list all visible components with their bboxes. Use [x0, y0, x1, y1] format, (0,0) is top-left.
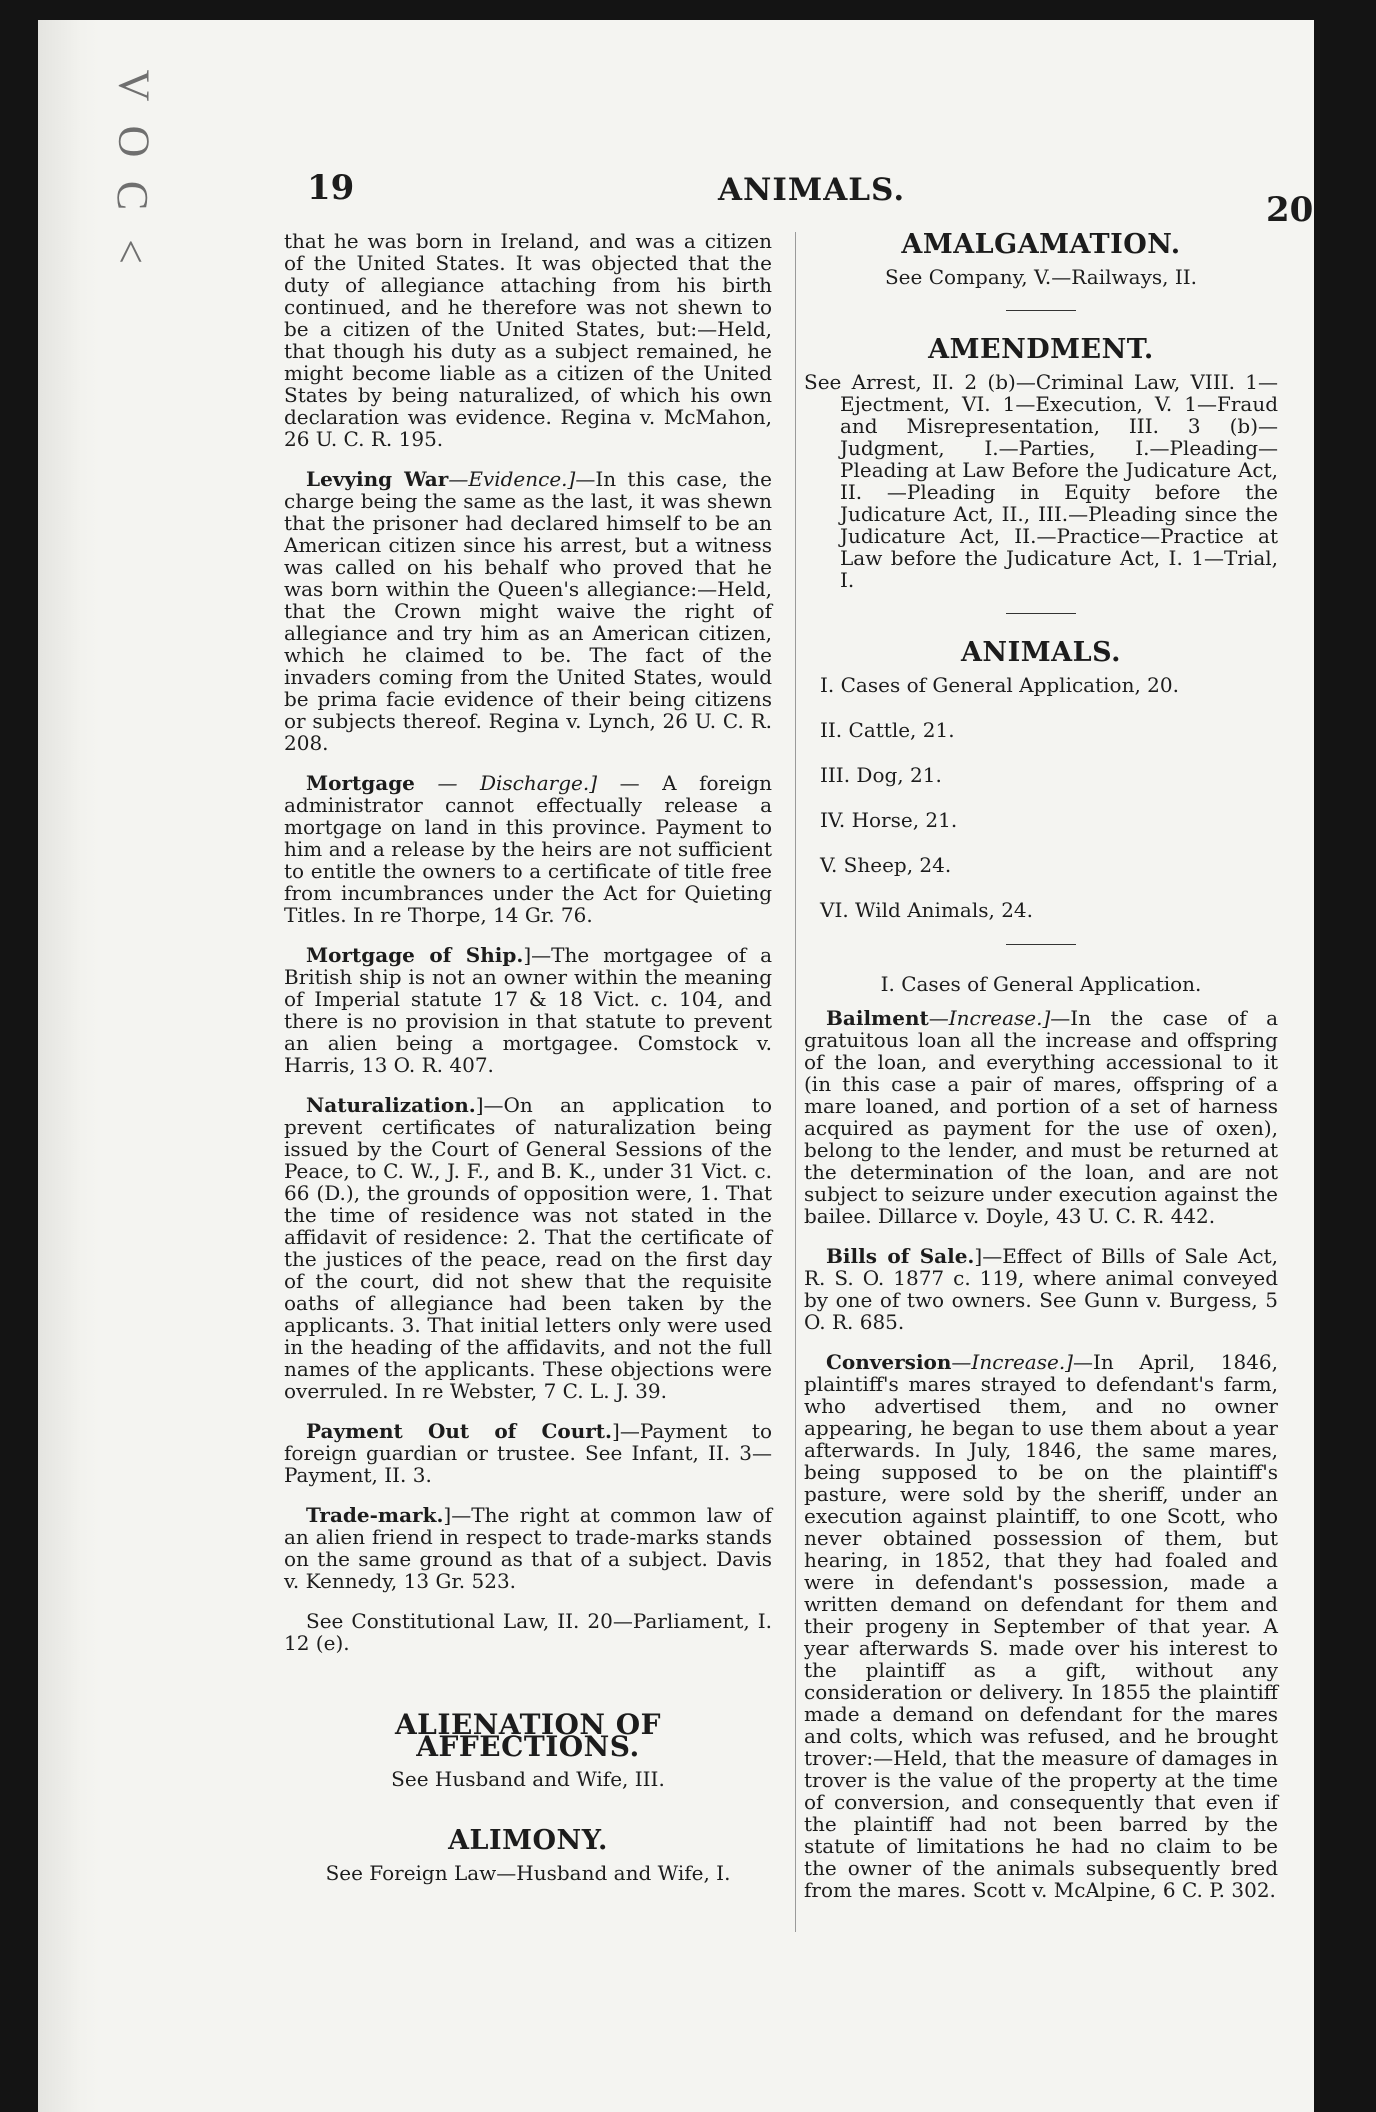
column-divider: [795, 232, 796, 1932]
amalgamation-see: See Company, V.—Railways, II.: [884, 265, 1198, 289]
entry-text: —Effect of Bills of Sale Act, R. S. O. 1877 c. 119, where animal conveyed by one of two owners. See Gunn v. Burgess, 5 O. R. 685.: [804, 1244, 1278, 1334]
entry-title: Conversion: [826, 1350, 952, 1374]
left-column: [284, 230, 772, 1894]
toc-item: VI. Wild Animals, 24.: [820, 898, 1034, 922]
animals-contents: [804, 674, 1278, 921]
continued-paragraph: that he was born in Ireland, and was a citizen of the United States. It was objected that the duty of allegiance attaching from his birth continued, and he therefore was not shewn to be a citizen of the United States, but:—Held, that though his duty as a subject remained, he might become liable as a citizen of the United States by being naturalized, of which his own declaration was evidence. Regina v. McMahon, 26 U. C. R. 195.: [284, 229, 772, 451]
entry-text: — A foreign administrator cannot effectually release a mortgage on land in this province. Payment to him and a release by the heirs are not sufficient to entitle the owners to a certificate of title free from incumbrances under the Act for Quieting Titles. In re Thorpe, 14 Gr. 76.: [284, 771, 773, 927]
toc-item: III. Dog, 21.: [820, 763, 942, 787]
entry-mortgage-of-ship: [284, 944, 772, 1076]
entry-text: —In April, 1846, plaintiff's mares strayed to defendant's farm, who advertised them, and no owner appearing, he began to use them about a year afterwards. In July, 1846, the same mares, being supposed to be on the plaintiff's pasture, were sold by the sheriff, under an execution against plaintiff, to one Scott, who never obtained possession of them, but hearing, in 1852, that they had foaled and were in defendant's possession, made a written demand on defendant for them and their progeny in September of that year. A year afterwards S. made over his interest to the plaintiff as a gift, without any consideration or delivery. In 1855 the plaintiff made a demand on defendant for the mares and colts, which was refused, and he brought trover:—Held, that the measure of damages in trover is the value of the property at the time of conversion, and consequently that even if the plaintiff had not been barred by the statute of limitations he had no claim to be the owner of the animals subsequently bred from the mares. Scott v. McAlpine, 6 C. P. 302.: [804, 1350, 1278, 1902]
entry-title: Bailment: [826, 1006, 929, 1030]
page-gutter: [38, 20, 100, 2112]
alienation-see: See Husband and Wife, III.: [391, 1767, 665, 1791]
entry-naturalization: [284, 1094, 772, 1402]
entry-subtitle: ]: [443, 1503, 452, 1527]
entry-subtitle: ]: [612, 1419, 620, 1443]
toc-item: II. Cattle, 21.: [820, 718, 955, 742]
entry-subtitle: —Increase.]: [928, 1006, 1051, 1030]
toc-item: IV. Horse, 21.: [820, 808, 958, 832]
left-page-number: 19: [307, 168, 355, 208]
entry-subtitle: —Increase.]: [951, 1350, 1073, 1374]
entry-mortgage: [284, 772, 772, 926]
margin-mark: O: [109, 125, 159, 158]
entry-text: —Payment to foreign guardian or trustee. See Infant, II. 3—Payment, II. 3.: [284, 1419, 772, 1487]
entry-text: —The mortgagee of a British ship is not an owner within the meaning of Imperial statute 17 & 18 Vict. c. 104, and there is no provision in that statute to prevent an alien being a mortgagee. Comstock v. Harris, 13 O. R. 407.: [284, 943, 772, 1077]
running-head: ANIMALS.: [718, 172, 906, 208]
alimony-see: See Foreign Law—Husband and Wife, I.: [325, 1861, 731, 1885]
entry-subtitle: —Evidence.]: [448, 467, 576, 491]
animals-heading: ANIMALS.: [960, 637, 1121, 668]
entry-conversion: [804, 1351, 1278, 1901]
amendment-see: See Arrest, II. 2 (b)—Criminal Law, VIII. 1—Ejectment, VI. 1—Execution, V. 1—Fraud and Misrepresentation, III. 3 (b)—Judgment, I.—Parties, I.—Pleading—Pleading at Law Before the Judicature Act, II. —Pleading in Equity before the Judicature Act, II., III.—Pleading since the Judicature Act, II.—Practice—Practice at Law before the Judicature Act, I. 1—Trial, I.: [804, 370, 1278, 592]
margin-mark: <: [105, 239, 155, 264]
entry-title: Bills of Sale.: [826, 1244, 975, 1268]
right-column: [804, 229, 1278, 1919]
entry-title: Mortgage: [306, 771, 415, 795]
section-rule: [1006, 613, 1076, 614]
toc-item: I. Cases of General Application, 20.: [820, 673, 1179, 697]
section-heading: I. Cases of General Application.: [880, 972, 1202, 996]
entry-title: Trade-mark.: [306, 1503, 444, 1527]
entry-title: Payment Out of Court.: [306, 1419, 613, 1443]
alimony-heading: ALIMONY.: [448, 1825, 608, 1856]
alienation-heading: ALIENATION OF AFFECTIONS.: [394, 1708, 662, 1763]
see-also: See Constitutional Law, II. 20—Parliament, I. 12 (e).: [284, 1609, 772, 1655]
entry-text: —The right at common law of an alien friend in respect to trade-marks stands on the same ground as that of a subject. Davis v. Kennedy, 13 Gr. 523.: [284, 1503, 772, 1593]
entry-trade-mark: [284, 1504, 772, 1592]
margin-mark: V: [109, 69, 159, 102]
entry-levying-war: [284, 468, 772, 754]
amendment-heading: AMENDMENT.: [928, 334, 1154, 365]
entry-subtitle: ]: [475, 1093, 484, 1117]
entry-text: —On an application to prevent certificates of naturalization being issued by the Court of General Sessions of the Peace, to C. W., J. F., and B. K., under 31 Vict. c. 66 (D.), the grounds of opposition were, 1. That the time of residence was not stated in the affidavit of residence: 2. That the certificate of the justices of the peace, read on the first day of the court, did not shew that the requisite oaths of allegiance had been taken by the applicants. 3. That initial letters only were used in the heading of the affidavits, and not the full names of the applicants. These objections were overruled. In re Webster, 7 C. L. J. 39.: [284, 1093, 772, 1403]
entry-text: —In this case, the charge being the same as the last, it was shewn that the prisoner had declared himself to be an American citizen since his arrest, but a witness was called on his behalf who proved that he was born within the Queen's allegiance:—Held, that the Crown might waive the right of allegiance and try him as an American citizen, which he claimed to be. The fact of the invaders coming from the United States, would be prima facie evidence of their being citizens or subjects thereof. Regina v. Lynch, 26 U. C. R. 208.: [284, 467, 772, 755]
entry-text: —In the case of a gratuitous loan all the increase and offspring of the loan, and everything accessional to it (in this case a pair of mares, offspring of a mare loaned, and portion of a set of harness acquired as payment for the use of oxen), belong to the lender, and must be returned at the determination of the loan, and are not subject to seizure under execution against the bailee. Dillarce v. Doyle, 43 U. C. R. 442.: [804, 1006, 1278, 1228]
entry-subtitle: ]: [523, 943, 532, 967]
amalgamation-heading: AMALGAMATION.: [901, 229, 1181, 260]
entry-subtitle: — Discharge.]: [414, 771, 598, 795]
entry-title: Levying War: [306, 467, 449, 491]
section-rule: [1006, 944, 1076, 945]
entry-bills-of-sale: [804, 1245, 1278, 1333]
entry-payment-out-of-court: [284, 1420, 772, 1486]
entry-title: Naturalization.: [306, 1093, 476, 1117]
toc-item: V. Sheep, 24.: [820, 853, 952, 877]
entry-bailment: [804, 1007, 1278, 1227]
entry-title: Mortgage of Ship.: [306, 943, 524, 967]
margin-mark: C: [108, 180, 158, 211]
right-page-number: 20: [1266, 190, 1314, 230]
entry-subtitle: ]: [974, 1244, 983, 1268]
section-rule: [1006, 310, 1076, 311]
